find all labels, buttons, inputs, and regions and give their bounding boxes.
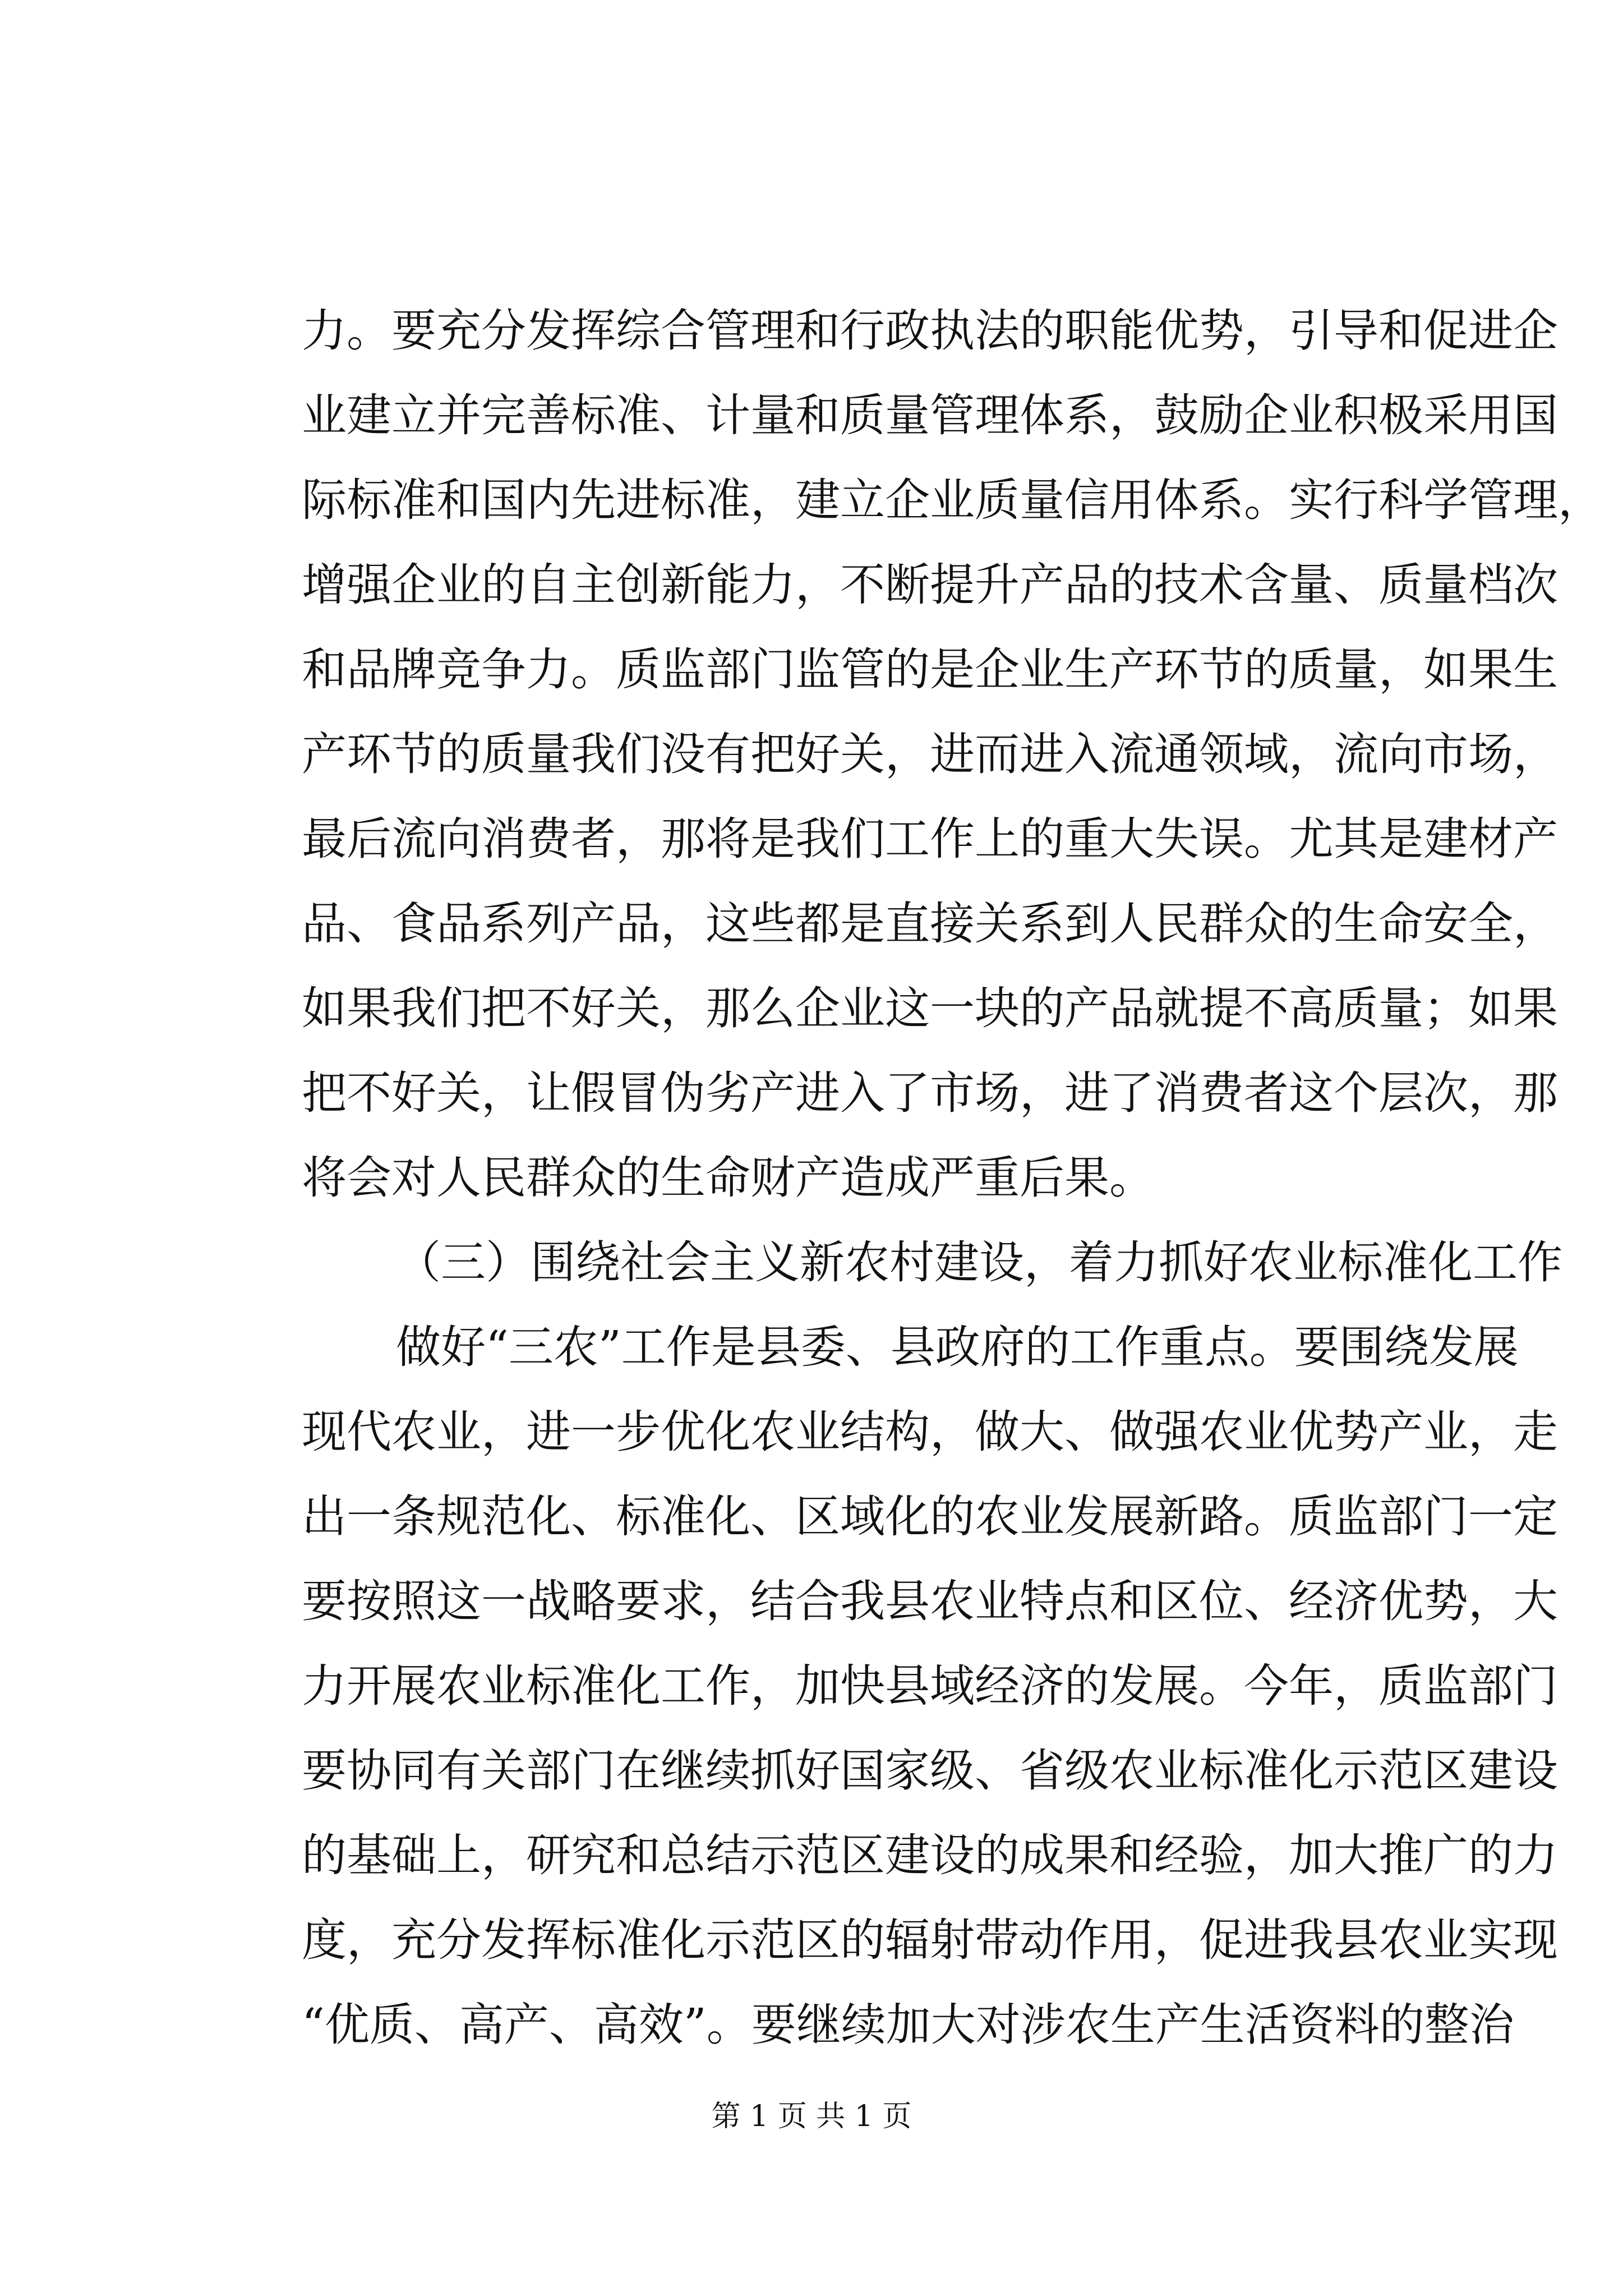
paragraph-first-line: 做好“三农”工作是县委、县政府的工作重点。要围绕发展	[396, 1321, 1519, 1373]
text-line: 要协同有关部门在继续抓好国家级、省级农业标准化示范区建设	[302, 1745, 1558, 1797]
text-line: 把不好关，让假冒伪劣产进入了市场，进了消费者这个层次，那	[302, 1067, 1558, 1119]
text-line: 要按照这一战略要求，结合我县农业特点和区位、经济优势，大	[302, 1575, 1558, 1627]
text-line: 力开展农业标准化工作，加快县域经济的发展。今年，质监部门	[302, 1660, 1558, 1712]
text-line: 业建立并完善标准、计量和质量管理体系，鼓励企业积极采用国	[302, 389, 1558, 441]
text-line: 出一条规范化、标准化、区域化的农业发展新路。质监部门一定	[302, 1490, 1558, 1543]
text-line: 力。要充分发挥综合管理和行政执法的职能优势，引导和促进企	[302, 305, 1558, 357]
text-line: 度，充分发挥标准化示范区的辐射带动作用，促进我县农业实现	[302, 1914, 1558, 1966]
text-line: 增强企业的自主创新能力，不断提升产品的技术含量、质量档次	[302, 559, 1558, 611]
text-line: 产环节的质量我们没有把好关，进而进入流通领域，流向市场，	[302, 728, 1558, 780]
document-body	[302, 288, 1603, 2067]
text-line: “优质、高产、高效”。要继续加大对涉农生产生活资料的整治	[302, 1999, 1514, 2051]
text-line: 际标准和国内先进标准，建立企业质量信用体系。实行科学管理，	[302, 474, 1603, 526]
section-heading: （三）围绕社会主义新农村建设，着力抓好农业标准化工作	[396, 1236, 1562, 1289]
text-line: 如果我们把不好关，那么企业这一块的产品就提不高质量；如果	[302, 982, 1558, 1034]
text-line: 的基础上，研究和总结示范区建设的成果和经验，加大推广的力	[302, 1829, 1558, 1881]
page-footer: 第 1 页 共 1 页	[711, 2100, 912, 2133]
text-line: 品、食品系列产品，这些都是直接关系到人民群众的生命安全，	[302, 898, 1558, 950]
text-line: 将会对人民群众的生命财产造成严重后果。	[302, 1152, 1154, 1204]
text-line: 最后流向消费者，那将是我们工作上的重大失误。尤其是建材产	[302, 813, 1558, 865]
text-line: 和品牌竞争力。质监部门监管的是企业生产环节的质量，如果生	[302, 643, 1558, 696]
text-line: 现代农业，进一步优化农业结构，做大、做强农业优势产业，走	[302, 1406, 1558, 1458]
